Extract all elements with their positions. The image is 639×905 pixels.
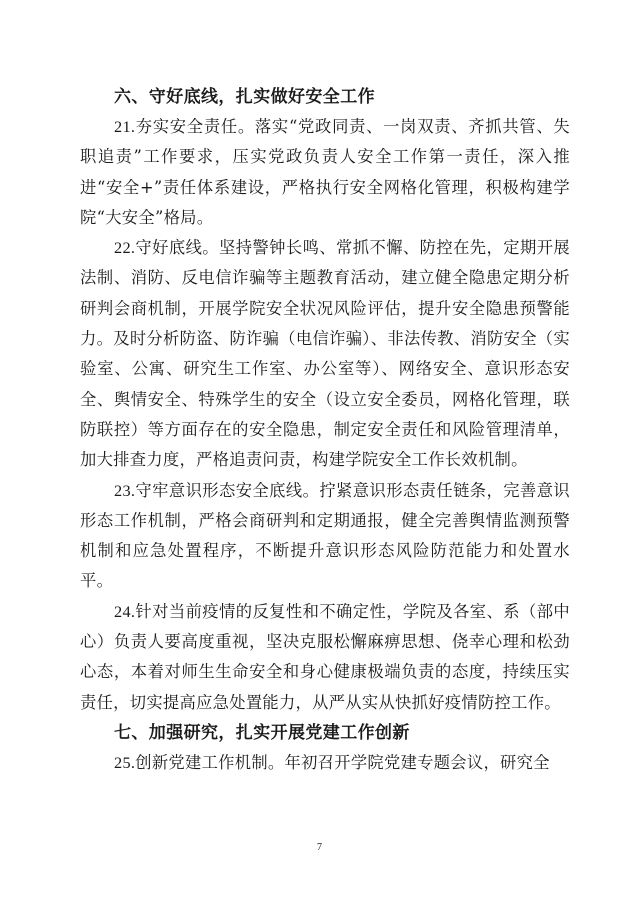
paragraph-25 bbox=[80, 748, 570, 778]
item-number: 22. bbox=[114, 238, 136, 258]
paragraph-text: 守牢意识形态安全底线。拧紧意识形态责任链条，完善意识形态工作机制，严格会商研判和定期通报，健全完善舆情监测预警机制和应急处置程序，不断提升意识形态风险防范能力和处置水平。 bbox=[80, 480, 570, 591]
item-number: 21. bbox=[114, 117, 136, 136]
paragraph-text: 针对当前疫情的反复性和不确定性，学院及各室、系（部中心）负责人要高度重视，坚决克服松懈麻痹思想、侥幸心理和松劲心态，本着对师生生命安全和身心健康极端负责的态度，持续压实责任，切实提高应急处置能力，从严从实从快抓好疫情防控工作。 bbox=[80, 601, 570, 712]
page-number: 7 bbox=[317, 842, 322, 853]
paragraph-22 bbox=[80, 233, 570, 475]
document-body bbox=[80, 82, 570, 778]
paragraph-text: 创新党建工作机制。年初召开学院党建专题会议，研究全 bbox=[135, 752, 550, 772]
item-number: 23. bbox=[114, 480, 136, 500]
paragraph-21 bbox=[80, 112, 570, 233]
item-number: 24. bbox=[114, 601, 136, 621]
paragraph-text: 守好底线。坚持警钟长鸣、常抓不懈、防控在先，定期开展法制、消防、反电信诈骗等主题教育活动，建立健全隐患定期分析研判会商机制，开展学院安全状况风险评估，提升安全隐患预警能力。及时分析防盗、防诈骗（电信诈骗）、非法传教、消防安全（实验室、公寓、研究生工作室、办公室等）、网络安全、意识形态安全、舆情安全、特殊学生的安全（设立安全委员，网格化管理，联防联控）等方面存在的安全隐患，制定安全责任和风险管理清单，加大排查力度，严格追责问责，构建学院安全工作长效机制。 bbox=[80, 238, 570, 470]
paragraph-text: 夯实安全责任。落实“党政同责、一岗双责、齐抓共管、失职追责”工作要求，压实党政负责人安全工作第一责任，深入推进“安全+”责任体系建设，严格执行安全网格化管理，积极构建学院“大安全”格局。 bbox=[80, 117, 570, 227]
paragraph-23 bbox=[80, 476, 570, 597]
item-number: 25. bbox=[114, 752, 136, 772]
section-heading-7: 七、加强研究，扎实开展党建工作创新 bbox=[114, 722, 410, 743]
paragraph-24 bbox=[80, 597, 570, 718]
section-heading-6: 六、守好底线，扎实做好安全工作 bbox=[114, 87, 375, 107]
